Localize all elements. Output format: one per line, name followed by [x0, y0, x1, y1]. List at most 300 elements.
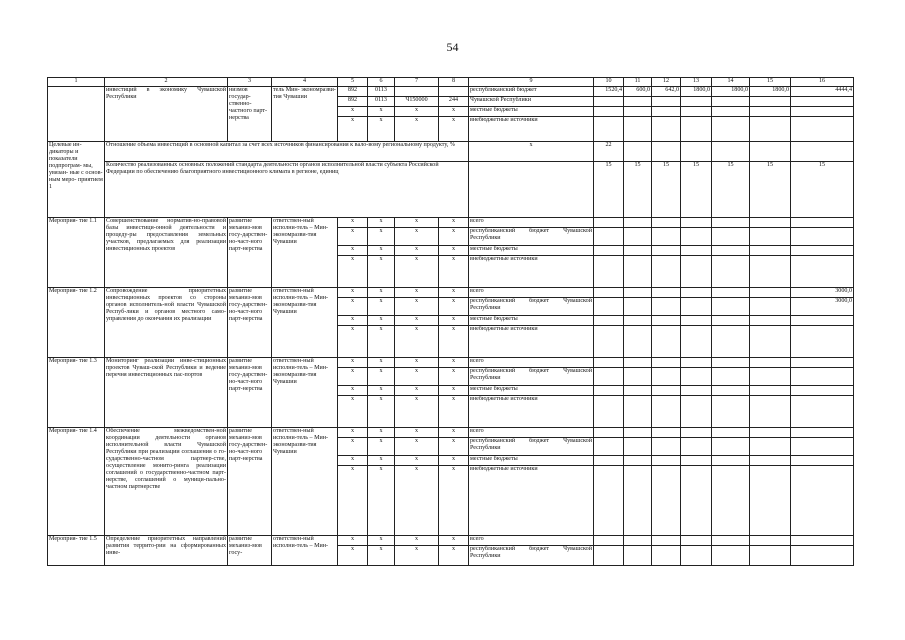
- code-cell: х: [368, 326, 395, 358]
- code-cell: х: [439, 456, 469, 466]
- value-cell: [652, 368, 681, 386]
- code-cell: х: [439, 438, 469, 456]
- code-cell: х: [338, 546, 368, 566]
- code-cell: х: [439, 228, 469, 246]
- value-cell: [712, 228, 750, 246]
- value-cell: [681, 456, 712, 466]
- header-row: [48, 78, 854, 87]
- value-cell: [594, 546, 624, 566]
- code-cell: х: [439, 368, 469, 386]
- indicator-value: 22: [594, 142, 624, 162]
- code-cell: х: [395, 117, 439, 142]
- value-cell: [652, 97, 681, 107]
- value-cell: [594, 368, 624, 386]
- funding-source: внебюджетные источники: [469, 326, 594, 358]
- code-cell: х: [439, 107, 469, 117]
- code-cell: х: [439, 117, 469, 142]
- column-header: 2: [105, 78, 228, 87]
- value-cell: [681, 298, 712, 316]
- value-cell: [594, 288, 624, 298]
- code-cell: х: [395, 256, 439, 288]
- value-cell: [624, 386, 652, 396]
- column-header: 7: [395, 78, 439, 87]
- funding-source: республиканский бюджет Чувашской Республики: [469, 228, 594, 246]
- indicator-value: [681, 142, 712, 162]
- value-cell: [594, 358, 624, 368]
- value-cell: [791, 107, 854, 117]
- code-cell: х: [395, 368, 439, 386]
- value-cell: [624, 117, 652, 142]
- funding-source: республиканский бюджет Чувашской Республики: [469, 546, 594, 566]
- value-cell: [791, 228, 854, 246]
- code-cell: х: [368, 428, 395, 438]
- value-cell: [681, 466, 712, 536]
- indicator-value: [791, 142, 854, 162]
- activity-description: инвестиций в экономику Чувашской Республики: [105, 87, 228, 142]
- value-cell: 4444,4: [791, 87, 854, 97]
- code-cell: х: [368, 438, 395, 456]
- value-cell: [791, 358, 854, 368]
- indicator-value: 15: [681, 162, 712, 218]
- code-cell: х: [368, 396, 395, 428]
- value-cell: [750, 316, 791, 326]
- activity-row: [48, 288, 854, 298]
- value-cell: [681, 438, 712, 456]
- code-cell: х: [395, 466, 439, 536]
- value-cell: [681, 358, 712, 368]
- code-cell: х: [439, 246, 469, 256]
- code-cell: 892: [338, 97, 368, 107]
- code-cell: х: [368, 466, 395, 536]
- mechanism-cell: развитие механиз-мов госу-дарствен-но-част-ного парт-нерства: [228, 428, 272, 536]
- column-header: 3: [228, 78, 272, 87]
- code-cell: х: [395, 358, 439, 368]
- value-cell: [750, 228, 791, 246]
- indicator-value: 15: [594, 162, 624, 218]
- code-cell: х: [338, 298, 368, 316]
- activity-description: Сопровождение приоритетных инвестиционных проектов со стороны органов исполнитель-ной власти Чувашской Респуб-лики и органов местного само-управления до окончания их реализации: [105, 288, 228, 358]
- column-header: 5: [338, 78, 368, 87]
- activity-row: [48, 428, 854, 438]
- value-cell: [652, 546, 681, 566]
- code-cell: х: [368, 358, 395, 368]
- column-header: 13: [681, 78, 712, 87]
- code-cell: х: [368, 546, 395, 566]
- value-cell: [624, 326, 652, 358]
- value-cell: [594, 256, 624, 288]
- value-cell: [652, 428, 681, 438]
- value-cell: [712, 536, 750, 546]
- value-cell: [624, 246, 652, 256]
- value-cell: [624, 368, 652, 386]
- code-cell: х: [439, 316, 469, 326]
- mechanism-cell: развитие механиз-мов госу-дарствен-но-част-ного парт-нерства: [228, 358, 272, 428]
- value-cell: [594, 218, 624, 228]
- code-cell: х: [439, 256, 469, 288]
- value-cell: [681, 368, 712, 386]
- activity-description: Обеспечение межведомствен-ной координации деятельности органов исполнительной власти Чувашской Республики при реализации соглашения о го-сударственно-частном партнер-стве, осуществление монито-ринга реализации соглашений о государственно-частном парт-нерстве, соглашений о муници-пально-частном партнерстве: [105, 428, 228, 536]
- value-cell: [712, 97, 750, 107]
- mechanism-cell: развитие механиз-мов госу-: [228, 536, 272, 566]
- value-cell: [681, 246, 712, 256]
- value-cell: [750, 386, 791, 396]
- column-header: 15: [750, 78, 791, 87]
- code-cell: х: [395, 536, 439, 546]
- value-cell: [791, 386, 854, 396]
- value-cell: [624, 546, 652, 566]
- value-cell: [652, 218, 681, 228]
- value-cell: [624, 466, 652, 536]
- code-cell: х: [439, 358, 469, 368]
- funding-source: республиканский бюджет: [469, 87, 594, 97]
- value-cell: [624, 316, 652, 326]
- value-cell: [791, 456, 854, 466]
- code-cell: х: [368, 386, 395, 396]
- activity-row: [48, 536, 854, 546]
- code-cell: [439, 87, 469, 97]
- indicator-marker: [469, 162, 594, 218]
- value-cell: 3000,0: [791, 298, 854, 316]
- code-cell: х: [368, 368, 395, 386]
- value-cell: [594, 97, 624, 107]
- value-cell: [791, 546, 854, 566]
- value-cell: [750, 358, 791, 368]
- responsible-cell: ответствен-ный исполни-тель – Мин-экономразви-тия Чувашии: [272, 218, 338, 288]
- indicator-value: 15: [712, 162, 750, 218]
- code-cell: х: [368, 218, 395, 228]
- column-header: 9: [469, 78, 594, 87]
- code-cell: х: [338, 428, 368, 438]
- value-cell: [712, 358, 750, 368]
- value-cell: [624, 97, 652, 107]
- activity-label-cell: Мероприя- тие 1.2: [48, 288, 105, 358]
- code-cell: х: [338, 456, 368, 466]
- value-cell: [594, 438, 624, 456]
- indicator-value: [712, 142, 750, 162]
- value-cell: [712, 456, 750, 466]
- code-cell: х: [338, 228, 368, 246]
- value-cell: [750, 466, 791, 536]
- indicators-label: Целевые ин- дикаторы и показатели подпрограм- мы, увязан- ные с основ- ным меро- приятием 1: [48, 142, 105, 218]
- value-cell: [652, 228, 681, 246]
- value-cell: [750, 456, 791, 466]
- value-cell: [624, 288, 652, 298]
- code-cell: х: [368, 298, 395, 316]
- value-cell: [594, 396, 624, 428]
- column-header: 10: [594, 78, 624, 87]
- value-cell: [712, 466, 750, 536]
- value-cell: [594, 246, 624, 256]
- value-cell: [712, 368, 750, 386]
- value-cell: [750, 428, 791, 438]
- funding-source: всего: [469, 218, 594, 228]
- indicator-value: [750, 142, 791, 162]
- value-cell: [712, 386, 750, 396]
- value-cell: [652, 456, 681, 466]
- value-cell: [594, 298, 624, 316]
- code-cell: х: [338, 326, 368, 358]
- value-cell: [624, 298, 652, 316]
- indicator-text: Количество реализованных основных положений стандарта деятельности органов исполнительной власти субъекта Российской Федерации по обеспечению благоприятного инвестиционного климата в регионе, единиц: [105, 162, 469, 218]
- value-cell: [681, 326, 712, 358]
- value-cell: 1800,0: [750, 87, 791, 97]
- code-cell: х: [395, 246, 439, 256]
- code-cell: х: [338, 256, 368, 288]
- value-cell: [652, 438, 681, 456]
- value-cell: [624, 228, 652, 246]
- value-cell: [681, 386, 712, 396]
- activity-label-cell: [48, 87, 105, 142]
- value-cell: [712, 256, 750, 288]
- column-header: 11: [624, 78, 652, 87]
- value-cell: [681, 428, 712, 438]
- value-cell: 600,0: [624, 87, 652, 97]
- value-cell: 3000,0: [791, 288, 854, 298]
- value-cell: [681, 228, 712, 246]
- code-cell: х: [395, 326, 439, 358]
- value-cell: [750, 396, 791, 428]
- value-cell: [750, 326, 791, 358]
- funding-source: всего: [469, 428, 594, 438]
- code-cell: 892: [338, 87, 368, 97]
- value-cell: [712, 428, 750, 438]
- code-cell: х: [439, 546, 469, 566]
- responsible-cell: ответствен-ный исполни-тель – Мин-экономразви-тия Чувашии: [272, 288, 338, 358]
- code-cell: х: [439, 288, 469, 298]
- code-cell: 0113: [368, 87, 395, 97]
- value-cell: [594, 466, 624, 536]
- value-cell: [624, 438, 652, 456]
- funding-source: местные бюджеты: [469, 246, 594, 256]
- responsible-cell: ответствен-ный исполни-тель – Мин-экономразви-тия Чувашии: [272, 358, 338, 428]
- value-cell: [750, 288, 791, 298]
- indicator-value: 15: [652, 162, 681, 218]
- value-cell: [624, 218, 652, 228]
- value-cell: [652, 256, 681, 288]
- code-cell: х: [439, 218, 469, 228]
- value-cell: [791, 396, 854, 428]
- value-cell: [712, 396, 750, 428]
- code-cell: х: [368, 316, 395, 326]
- value-cell: [750, 246, 791, 256]
- indicator-value: 15: [624, 162, 652, 218]
- value-cell: [791, 438, 854, 456]
- indicator-value: 15: [750, 162, 791, 218]
- code-cell: х: [338, 396, 368, 428]
- value-cell: [712, 326, 750, 358]
- value-cell: [681, 218, 712, 228]
- activity-label-cell: Мероприя- тие 1.1: [48, 218, 105, 288]
- activity-description: Определение приоритетных направлений развития террито-рии на сформированных инве-: [105, 536, 228, 566]
- value-cell: [652, 107, 681, 117]
- indicator-row: [48, 142, 854, 162]
- value-cell: [594, 536, 624, 546]
- value-cell: [750, 536, 791, 546]
- value-cell: [652, 246, 681, 256]
- responsible-cell: ответствен-ный исполни-тель – Мин-: [272, 536, 338, 566]
- funding-source: внебюджетные источники: [469, 256, 594, 288]
- code-cell: х: [439, 536, 469, 546]
- funding-source: республиканский бюджет Чувашской Республики: [469, 438, 594, 456]
- value-cell: [791, 117, 854, 142]
- value-cell: [652, 298, 681, 316]
- value-cell: [652, 117, 681, 142]
- code-cell: х: [395, 438, 439, 456]
- value-cell: [594, 316, 624, 326]
- code-cell: х: [395, 386, 439, 396]
- value-cell: [791, 246, 854, 256]
- code-cell: х: [395, 396, 439, 428]
- code-cell: 0113: [368, 97, 395, 107]
- value-cell: [652, 358, 681, 368]
- value-cell: [652, 288, 681, 298]
- activity-description: Совершенствование норматив-но-правовой базы инвестици-онной деятельности и процеду-ры предоставления земельных участков, предлагаемых для реализации инвестиционных проектов: [105, 218, 228, 288]
- code-cell: х: [395, 298, 439, 316]
- value-cell: 1800,0: [681, 87, 712, 97]
- code-cell: х: [439, 326, 469, 358]
- value-cell: [652, 326, 681, 358]
- funding-source: внебюджетные источники: [469, 396, 594, 428]
- indicator-value: 15: [791, 162, 854, 218]
- value-cell: [750, 438, 791, 456]
- value-cell: 1800,0: [712, 87, 750, 97]
- code-cell: х: [338, 358, 368, 368]
- funding-source: всего: [469, 536, 594, 546]
- mechanism-cell: развитие механиз-мов госу-дарствен-но-част-ного парт-нерства: [228, 288, 272, 358]
- funding-source: местные бюджеты: [469, 316, 594, 326]
- mechanism-cell: низмов государ- ственно- частного парт- нерства: [228, 87, 272, 142]
- value-cell: [750, 218, 791, 228]
- code-cell: х: [368, 246, 395, 256]
- code-cell: х: [338, 218, 368, 228]
- funding-source: местные бюджеты: [469, 456, 594, 466]
- value-cell: [624, 256, 652, 288]
- code-cell: х: [368, 288, 395, 298]
- code-cell: х: [395, 546, 439, 566]
- value-cell: [594, 117, 624, 142]
- value-cell: [791, 97, 854, 107]
- value-cell: [652, 536, 681, 546]
- value-cell: [594, 228, 624, 246]
- value-cell: [624, 358, 652, 368]
- value-cell: [791, 536, 854, 546]
- value-cell: [594, 456, 624, 466]
- code-cell: х: [368, 228, 395, 246]
- activity-label-cell: Мероприя- тие 1.4: [48, 428, 105, 536]
- code-cell: х: [395, 218, 439, 228]
- value-cell: [594, 326, 624, 358]
- activity-row: [48, 218, 854, 228]
- indicator-text: Отношение объема инвестиций в основной капитал за счет всех источников финансирования к вало-вому региональному продукту, %: [105, 142, 469, 162]
- value-cell: [624, 536, 652, 546]
- activity-description: Мониторинг реализации инве-стиционных проектов Чуваш-ской Республики и ведение перечня инвестиционных пас-портов: [105, 358, 228, 428]
- value-cell: [681, 316, 712, 326]
- code-cell: х: [368, 536, 395, 546]
- funding-source: республиканский бюджет Чувашской Республики: [469, 298, 594, 316]
- page-number: 54: [446, 40, 459, 54]
- value-cell: [681, 97, 712, 107]
- column-header: 14: [712, 78, 750, 87]
- code-cell: х: [338, 246, 368, 256]
- value-cell: [594, 107, 624, 117]
- code-cell: х: [368, 456, 395, 466]
- value-cell: [681, 536, 712, 546]
- code-cell: х: [338, 386, 368, 396]
- value-cell: [791, 368, 854, 386]
- value-cell: [712, 438, 750, 456]
- value-cell: [791, 256, 854, 288]
- code-cell: х: [338, 536, 368, 546]
- code-cell: х: [395, 107, 439, 117]
- code-cell: х: [395, 316, 439, 326]
- value-cell: [652, 316, 681, 326]
- value-cell: [750, 298, 791, 316]
- responsible-cell: ответствен-ный исполни-тель – Мин-экономразви-тия Чувашии: [272, 428, 338, 536]
- code-cell: х: [338, 438, 368, 456]
- funding-source: внебюджетные источники: [469, 466, 594, 536]
- activity-label-cell: Мероприя- тие 1.5: [48, 536, 105, 566]
- funding-source: внебюджетные источники: [469, 117, 594, 142]
- value-cell: [624, 428, 652, 438]
- value-cell: 642,0: [652, 87, 681, 97]
- indicator-marker: х: [469, 142, 594, 162]
- activity-label-cell: Мероприя- тие 1.3: [48, 358, 105, 428]
- value-cell: [791, 316, 854, 326]
- value-cell: [750, 117, 791, 142]
- code-cell: х: [338, 368, 368, 386]
- value-cell: [681, 117, 712, 142]
- value-cell: [791, 218, 854, 228]
- value-cell: [712, 107, 750, 117]
- value-cell: [681, 546, 712, 566]
- value-cell: [750, 107, 791, 117]
- code-cell: [395, 87, 439, 97]
- code-cell: х: [395, 428, 439, 438]
- code-cell: х: [395, 456, 439, 466]
- value-cell: [750, 368, 791, 386]
- value-cell: [624, 396, 652, 428]
- responsible-cell: тель Мин- экономразви- тия Чувашии: [272, 87, 338, 142]
- indicator-value: [652, 142, 681, 162]
- activity-row: [48, 358, 854, 368]
- mechanism-cell: развитие механиз-мов госу-дарствен-но-част-ного парт-нерства: [228, 218, 272, 288]
- funding-source: республиканский бюджет Чувашской Республики: [469, 368, 594, 386]
- value-cell: [712, 298, 750, 316]
- code-cell: х: [338, 117, 368, 142]
- code-cell: х: [338, 466, 368, 536]
- column-header: 1: [48, 78, 105, 87]
- value-cell: [652, 386, 681, 396]
- code-cell: х: [439, 396, 469, 428]
- value-cell: [791, 466, 854, 536]
- value-cell: [681, 107, 712, 117]
- value-cell: [681, 256, 712, 288]
- value-cell: 1520,4: [594, 87, 624, 97]
- value-cell: [712, 246, 750, 256]
- value-cell: [712, 546, 750, 566]
- value-cell: [624, 107, 652, 117]
- indicator-row: [48, 162, 854, 218]
- value-cell: [712, 288, 750, 298]
- code-cell: х: [338, 288, 368, 298]
- code-cell: х: [439, 428, 469, 438]
- value-cell: [594, 428, 624, 438]
- value-cell: [750, 546, 791, 566]
- indicator-value: [624, 142, 652, 162]
- value-cell: [712, 117, 750, 142]
- code-cell: х: [368, 107, 395, 117]
- code-cell: х: [338, 316, 368, 326]
